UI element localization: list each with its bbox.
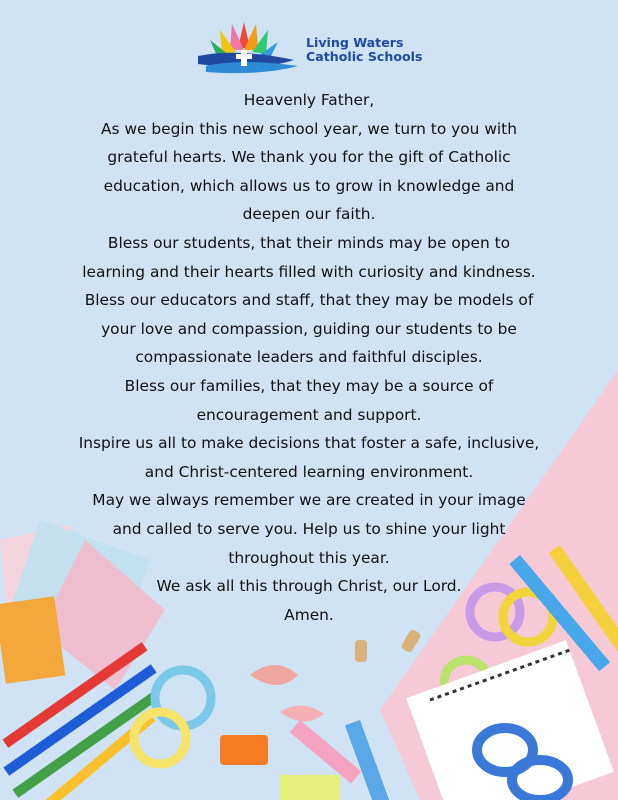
- sticky-note-icon: [280, 775, 340, 800]
- logo-text: [306, 36, 422, 64]
- prayer-line: As we begin this new school year, we turn to you with: [101, 119, 517, 138]
- prayer-line: Bless our educators and staff, that they may be models of: [84, 291, 534, 310]
- prayer-text: [40, 86, 578, 629]
- prayer-line: education, which allows us to grow in knowledge and: [103, 176, 515, 195]
- prayer-line: and Christ-centered learning environment.: [144, 462, 474, 481]
- sharpener-icon: [220, 735, 268, 765]
- prayer-line: Bless our students, that their minds may be open to: [107, 233, 511, 252]
- prayer-line: your love and compassion, guiding our students to be: [101, 319, 517, 338]
- prayer-line: deepen our faith.: [242, 205, 376, 224]
- prayer-line: and called to serve you. Help us to shine your light: [112, 519, 506, 538]
- prayer-line: grateful hearts. We thank you for the gift of Catholic: [107, 148, 511, 167]
- prayer-line: throughout this year.: [228, 548, 390, 567]
- prayer-line: May we always remember we are created in your image: [92, 491, 526, 510]
- prayer-line: Bless our families, that they may be a source of: [124, 376, 494, 395]
- prayer-line: Inspire us all to make decisions that foster a safe, inclusive,: [78, 434, 540, 453]
- prayer-line: encouragement and support.: [196, 405, 422, 424]
- prayer-line: compassionate leaders and faithful disciples.: [135, 348, 483, 367]
- prayer-line: We ask all this through Christ, our Lord.: [156, 577, 462, 596]
- prayer-line: Amen.: [284, 605, 334, 624]
- prayer-line: learning and their hearts filled with curiosity and kindness.: [82, 262, 536, 281]
- logo-line-2: Catholic Schools: [306, 49, 423, 64]
- logo-line-1: Living Waters: [306, 35, 404, 50]
- prayer-line: Heavenly Father,: [243, 91, 375, 109]
